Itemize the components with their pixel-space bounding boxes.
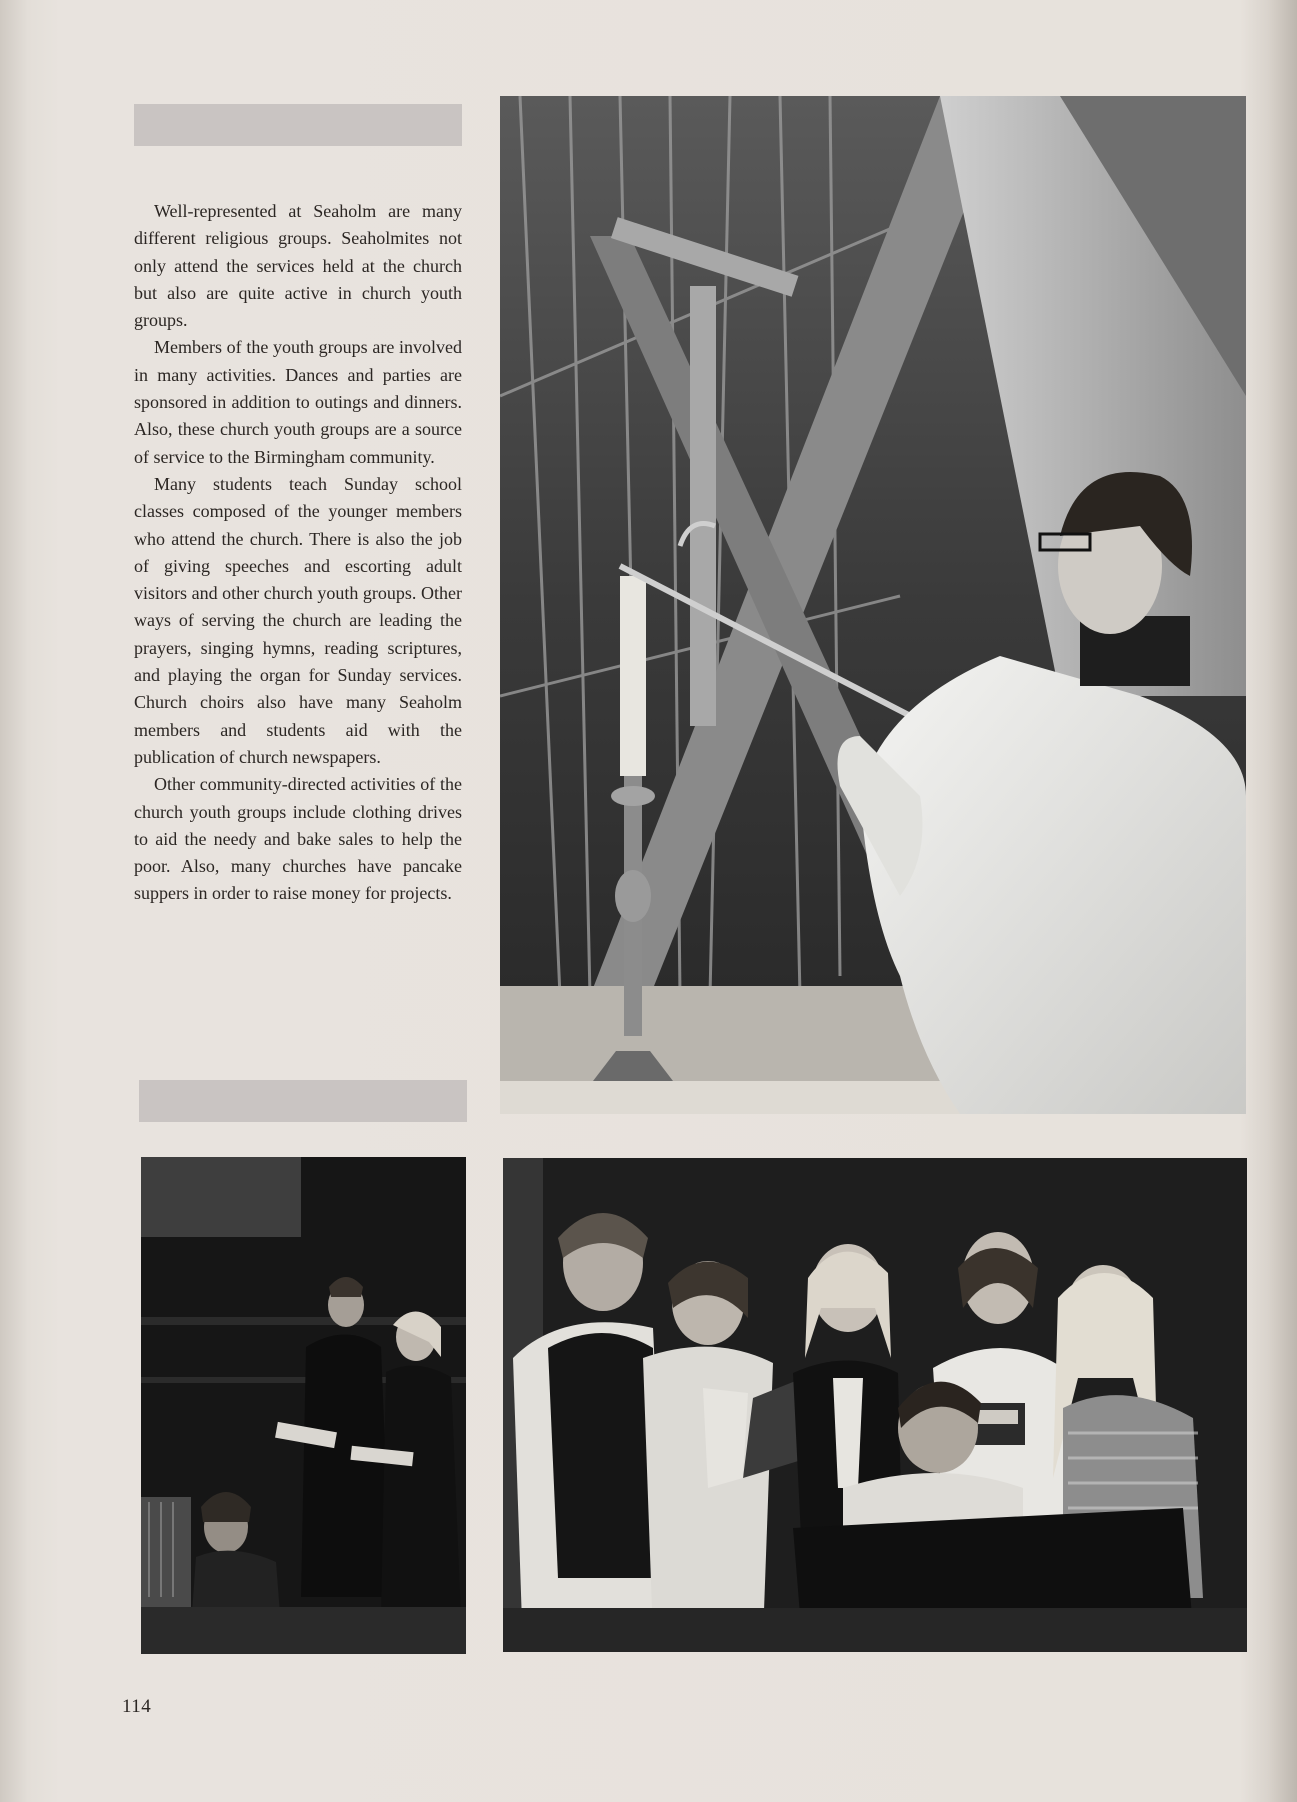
caption-bar-middle (139, 1080, 467, 1122)
article-paragraph-2: Members of the youth groups are involved in many activities. Dances and parties are sponsored in addition to outings and dinners. Also, these church youth groups are a source of service to the Birmingham community. (134, 337, 462, 467)
caption-bar-top (134, 104, 462, 146)
article-paragraph-1: Well-represented at Seaholm are many different religious groups. Seaholmites not only attend the services held at the church but also are quite active in church youth groups. (134, 201, 462, 331)
acolyte-illustration (500, 96, 1246, 1114)
article-paragraph-4: Other community-directed activities of the church youth groups include clothing drives to aid the needy and bake sales to help the poor. Also, many churches have pancake suppers in order to raise money for projects. (134, 774, 462, 904)
choir-robes-illustration (141, 1157, 466, 1654)
article-paragraph-3: Many students teach Sunday school classes composed of the younger members who attend the church. There is also the job of giving speeches and escorting adult visitors and other church youth groups. Other ways of serving the church are leading the prayers, singing hymns, reading scriptures, and playing the organ for Sunday services. Church choirs also have many Seaholm members and students aid with the publication of church newspapers. (134, 473, 462, 767)
photo-youth-singing (503, 1158, 1247, 1652)
photo-acolyte-stained-glass (500, 96, 1246, 1114)
youth-singing-illustration (503, 1158, 1247, 1652)
page-number: 114 (122, 1696, 152, 1717)
article-body (134, 198, 462, 908)
photo-choir-robes (141, 1157, 466, 1654)
